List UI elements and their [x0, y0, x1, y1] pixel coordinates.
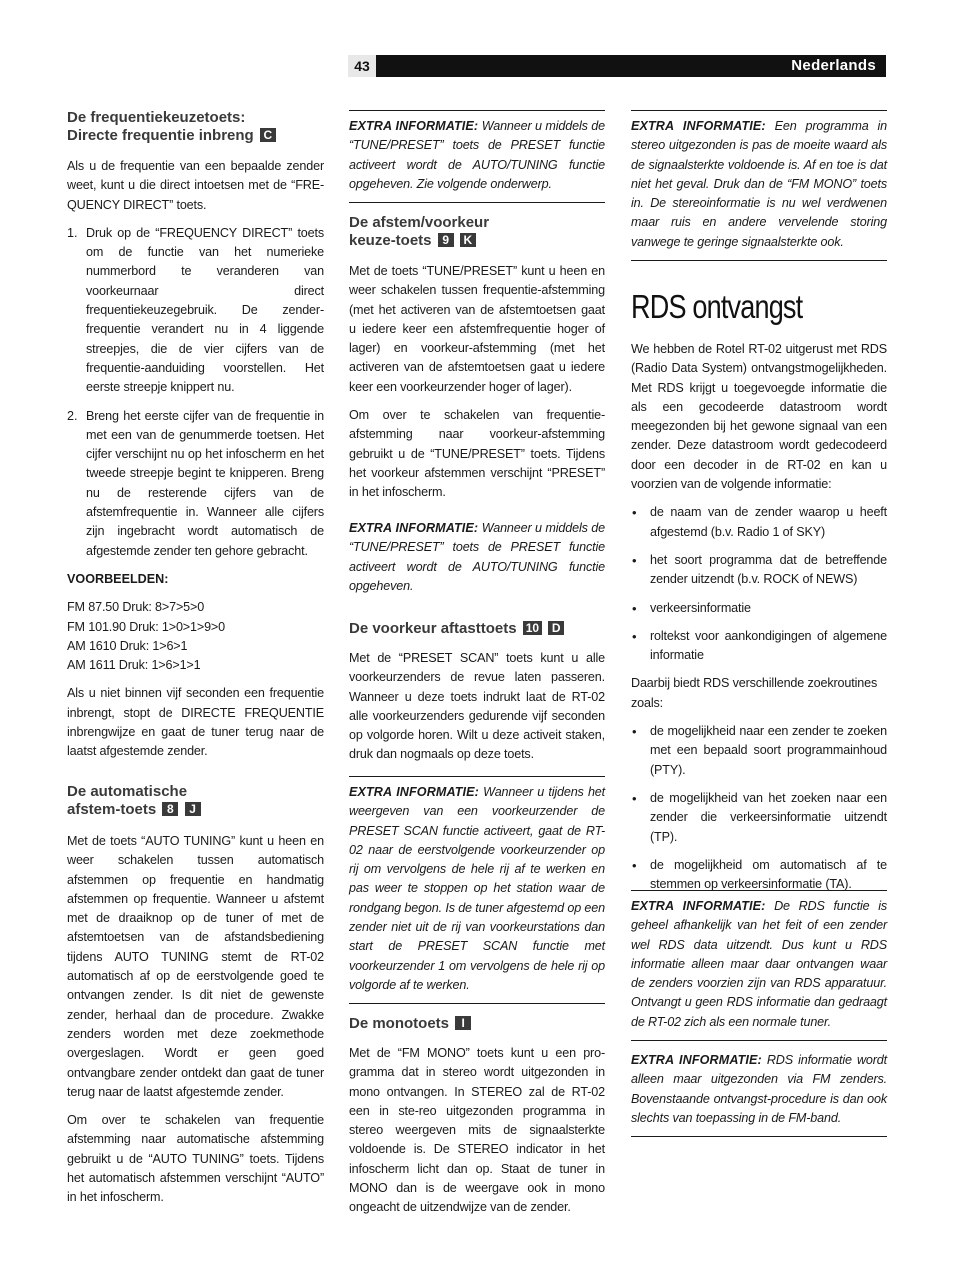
extra-info-text: Wanneer u middels de “TUNE/PRESET” toets de PRESET functie activeert wordt de AUTO/TUNING functie opgeheven. Zie volgende onderwerp.	[349, 119, 605, 191]
preset-scan-paragraph: Met de “PRESET SCAN” toets kunt u alle voorkeurzenders de revue laten passeren. Wanneer u deze toets indrukt laat de RT-02 alle voorkeurzenders gedurende vijf seconden op volgorde horen. Wilt u deze activeit staken, druk dan nogmaals op deze toets.	[349, 651, 605, 762]
tune-preset-heading-line2: keuze-toets	[349, 232, 432, 249]
preset-scan-heading	[349, 620, 605, 638]
freq-direct-heading-line1: De frequentiekeuzetoets:	[67, 109, 246, 126]
rds-body	[631, 340, 887, 894]
rds-title: RDS ontvangst	[631, 288, 803, 325]
step-text: Breng het eerste cijfer van de frequentie in met een van de genummerde toetsen. Het cijfer verschijnt nu op het infoscherm en het tweede streepje begint te knipperen. Breng nu de resterende cijfers van de afstemfrequentie in. Wanneer alle cijfers zijn ingebracht wordt automatisch de afgestemde zender ten gehore gebracht.	[86, 408, 324, 558]
list-item-text: • de naam van de zender waarop u heeft afgestemd (b.v. Radio 1 of SKY)	[650, 505, 887, 539]
list-item	[631, 503, 887, 542]
language-label: Nederlands	[791, 57, 876, 74]
freq-direct-body	[67, 157, 324, 762]
mono-heading-text: De monotoets	[349, 1015, 450, 1032]
extra-info-note	[631, 890, 887, 1041]
step-number: 2.	[67, 408, 78, 423]
step-number: 1.	[67, 225, 78, 240]
extra-info-note	[349, 776, 605, 1004]
tune-preset-paragraph-1: Met de toets “TUNE/PRESET” kunt u heen en weer schakelen tussen frequentie-afstemming (met het activeren van de afstemtoetsen gaat u iedere keer een afstemfrequentie hoger of lager) en voorkeur-afstemming (met het activeren van de afstemtoetsen gaat u iedere keer een voorkeurzender hoger of lager).	[349, 264, 605, 394]
extra-info-note	[631, 110, 887, 261]
list-item-text: • de mogelijkheid van het zoeken naar een zender die verkeersinformatie uitzendt (TP).	[650, 790, 887, 844]
key-badge-8: 8	[162, 802, 178, 816]
list-item	[631, 722, 887, 780]
key-badge-j: J	[185, 802, 201, 816]
rds-intro: We hebben de Rotel RT-02 uitgerust met RDS (Radio Data System) ontvangstmogelijkheden. Met RDS krijgt u toegevoegde informatie die als een gecodeerde datastroom wordt meegezonden bij het gewone signaal van een zender. Deze datastroom wordt gedecodeerd door een decoder in de RT-02 en kan u voorzien van de volgende informatie:	[631, 342, 887, 492]
extra-info-text: De RDS functie is geheel afhankelijk van het feit of een zender wel RDS data uitzendt. Dus kunt u RDS informatie alleen maar daar ontvangen waar de zenders voorzien zijn van RDS apparatuur. Ontvangt u geen RDS informatie dan gedraagt de RT-02 zich als een normale tuner.	[631, 899, 887, 1029]
extra-info-label: EXTRA INFORMATIE:	[631, 119, 766, 133]
preset-scan-body	[349, 649, 605, 765]
step-text: Druk op de “FREQUENCY DIRECT” toets om de functie van het numerieke nummerbord te veranderen van voorkeurnaar direct frequentiekeuzegebruik. De zender-frequentie verandert nu in 4 liggende streepjes, die de vier cijfers van de frequentie-aanduiding voorstellen. Het eerste streepje knippert nu.	[86, 225, 324, 395]
key-badge-10: 10	[523, 621, 542, 635]
examples-list	[67, 598, 324, 675]
key-badge-k: K	[460, 233, 476, 247]
rds-search-intro: Daarbij biedt RDS verschillende zoekroutines zoals:	[631, 676, 878, 710]
mono-heading	[349, 1015, 605, 1033]
auto-tuning-paragraph-1: Met de toets “AUTO TUNING” kunt u heen en weer schakelen tussen automatisch afstemmen op frequentie en handmatig afstemmen op frequentie. Wanneer u afstemt met de draaiknop op de tuner of met de afstemtoetsen van de afstandsbediening tijdens AUTO TUNING stemt de RT-02 automatisch af op de eerstvolgende goed te ontvangen zender. Is dit niet de gewenste zender, herhaal dan de procedure. Zwakke zenders worden met deze zoekmethode overgeslagen. Wordt er geen goed ontvangbare zender ontdekt dan gaat de tuner terug naar de laatst afgestemde zender.	[67, 834, 324, 1099]
auto-tuning-paragraph-2: Om over te schakelen van frequentie afstemming naar automatische afstemming gebruikt u de “AUTO TUNING” toets. Tijdens het automatisch afstemmen verschijnt “AUTO” in het infoscherm.	[67, 1113, 324, 1205]
tune-preset-paragraph-2: Om over te schakelen van frequentie-afstemming naar voorkeur-afstemming gebruikt u de “TUNE/PRESET” toets. Tijdens het voorkeur afstemmen verschijnt “PRESET” in het infoscherm.	[349, 408, 605, 500]
extra-info-note	[349, 513, 605, 604]
example-line: AM 1610 Druk: 1>6>1	[67, 638, 188, 653]
tune-preset-heading-line1: De afstem/voorkeur	[349, 214, 490, 231]
extra-info-label: EXTRA INFORMATIE:	[631, 899, 766, 913]
extra-info-text: Wanneer u middels de “TUNE/PRESET” toets de PRESET functie activeert wordt de AUTO/TUNING functie opgeheven.	[349, 521, 605, 593]
list-item	[631, 856, 887, 895]
key-badge-9: 9	[438, 233, 454, 247]
step-item	[67, 224, 324, 398]
list-item	[631, 789, 887, 847]
key-badge-d: D	[548, 621, 564, 635]
examples-heading: VOORBEELDEN:	[67, 571, 169, 586]
tune-preset-heading	[349, 214, 605, 250]
extra-info-text: Wanneer u tijdens het weergeven van een voorkeurzender de PRESET SCAN functie activeert, gaat de RT-02 naar de eerstvolgende voorkeurzender op rij om vervolgens de hele rij af te werken en pas weer te stoppen op het station waar de rondgang begon. Is de tuner afgestemd op een zender niet uit de rij van voorkeurstations dan start de PRESET SCAN functie met voorkeurzender 1 om vervolgens de hele rij op volgorde af te werken.	[349, 785, 606, 992]
freq-direct-heading	[67, 109, 324, 145]
auto-tuning-heading	[67, 783, 324, 819]
list-item-text: • roltekst voor aankondigingen of algemene informatie	[650, 628, 887, 663]
extra-info-note	[349, 110, 605, 203]
freq-direct-heading-line2: Directe frequentie inbreng	[67, 127, 254, 144]
list-item-text: • verkeersinformatie	[650, 600, 751, 615]
preset-scan-heading-text: De voorkeur aftasttoets	[349, 620, 517, 637]
key-badge-i: I	[455, 1016, 471, 1030]
list-item	[631, 551, 887, 590]
auto-tuning-body	[67, 832, 324, 1208]
example-line: FM 87.50 Druk: 8>7>5>0	[67, 600, 205, 615]
extra-info-label: EXTRA INFORMATIE:	[349, 785, 479, 799]
freq-direct-steps	[67, 224, 324, 561]
rds-info-list	[631, 503, 887, 665]
extra-info-note	[631, 1045, 887, 1137]
list-item-text: • de mogelijkheid naar een zender te zoeken met een bepaald soort programmainhoud (PTY).	[650, 724, 887, 777]
auto-tuning-heading-line2: afstem-toets	[67, 801, 157, 818]
step-item	[67, 407, 324, 561]
tune-preset-body	[349, 262, 605, 503]
extra-info-label: EXTRA INFORMATIE:	[349, 119, 479, 133]
extra-info-label: EXTRA INFORMATIE:	[631, 1053, 762, 1067]
example-line: FM 101.90 Druk: 1>0>1>9>0	[67, 619, 225, 634]
list-item-text: • het soort programma dat de betreffende zender uitzendt (b.v. ROCK of NEWS)	[650, 552, 887, 587]
page-header-bar	[348, 55, 886, 77]
mono-body	[349, 1044, 605, 1218]
rds-search-list	[631, 722, 887, 894]
list-item-text: • de mogelijkheid om automatisch af te stemmen op verkeersinformatie (TA).	[650, 857, 887, 892]
extra-info-text: RDS informatie wordt alleen maar uitgezonden via FM zenders. Bovenstaande ontvangst-procedure is dan ook slechts van toepassing in de FM-band.	[631, 1053, 887, 1125]
key-badge-c: C	[260, 128, 276, 142]
auto-tuning-heading-line1: De automatische	[67, 783, 188, 800]
freq-direct-intro: Als u de frequentie van een bepaalde zender weet, kunt u die direct intoetsen met de “FRE-QUENCY DIRECT” toets.	[67, 159, 324, 212]
freq-direct-outro: Als u niet binnen vijf seconden een frequentie inbrengt, stopt de DIRECTE FREQUENTIE inbrengwijze en gaat de tuner terug naar de laatst afgestemde zender.	[67, 686, 324, 759]
list-item	[631, 599, 887, 618]
extra-info-text: Een programma in stereo uitgezonden is pas de moeite waard als de signaalsterkte voldoende is. Af en toe is dat niet het geval. Druk dan de “FM MONO” toets in. De stereoinformatie is nu wel verdwenen maar ruis en andere vervelende storing vanwege te geringe signaalsterkte ook.	[631, 119, 888, 249]
page-number: 43	[348, 55, 376, 77]
list-item	[631, 627, 887, 666]
example-line: AM 1611 Druk: 1>6>1>1	[67, 658, 201, 673]
extra-info-label: EXTRA INFORMATIE:	[349, 521, 479, 535]
mono-paragraph: Met de “FM MONO” toets kunt u een pro-gramma dat in stereo wordt uitgezonden in mono ontvangen. In STEREO zal de RT-02 een in ste-reo uitgezonden programma in stereo weergeven mits de signaalsterkte voldoende is. De STEREO indicator in het infoscherm licht dan op. Staat de tuner in MONO dan is de weergave ook in mono ongeacht de uitzendwijze van de zender.	[349, 1046, 605, 1215]
